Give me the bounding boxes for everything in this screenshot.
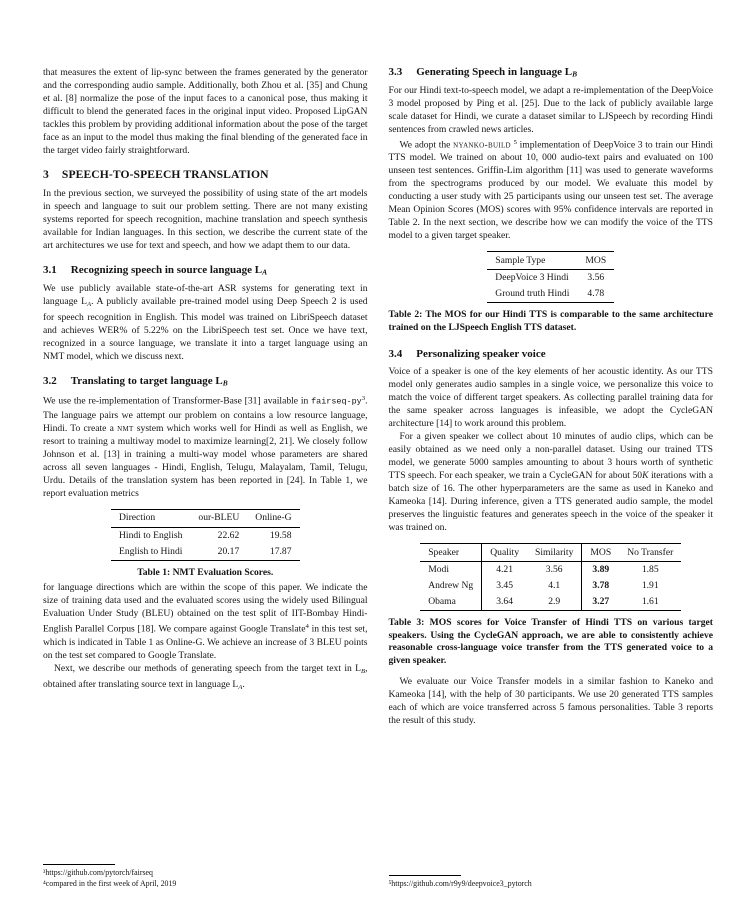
cell-quality: 4.21	[482, 562, 527, 579]
column-header: Quality	[482, 544, 527, 562]
table-row	[111, 544, 300, 561]
text-run: In the previous section, we surveyed the possibility of using state of the art models in speech and language to suit our problem setting. There are not many existing systems reported for speech recognition, machine translation and speech synthesis available for Indian languages. In this section, we describe the current state of the art architectures we use for text and speech, and how we adapt them to our data.	[43, 188, 368, 251]
text-run: .	[242, 678, 245, 690]
text-run: We evaluate our Voice Transfer models in a similar fashion to Kaneko and Kameoka [14], with the help of 30 participants. We use 20 generated TTS samples each of which are voice transferred across 5 famous personalities. Table 3 reports the result of this study.	[388, 675, 713, 726]
cell-speaker: Obama	[428, 596, 456, 608]
cell-mos: 3.78	[582, 578, 619, 594]
text-run: For our Hindi text-to-speech model, we adapt a re-implementation of the DeepVoice 3 model proposed by Ping et al. [25]. Due to the lack of publicly available large scale dataset for Hindi, we curate a dataset similar to LJSpeech by recording Hindi sentences from crawled news articles.	[388, 84, 713, 135]
column-header: our-BLEU	[190, 509, 247, 527]
subscript: B	[572, 69, 578, 79]
text-run: implementation of DeepVoice 3 to train our Hindi TTS model. We trained on about 10, 000 audio-text pairs and evaluated on 100 unseen test sentences. Griffin-Lim algorithm [11] was used to generate waveforms from the spectrograms produced by our model. We evaluate this model by conducting a user study with 25 participants using our unseen test set. The average Mean Opinion Scores (MOS) scores with 95% confidence intervals are reported in Table 2. In the next section, we describe how we can modify the voice of the TTS model to a given target speaker.	[388, 139, 713, 241]
footnote-3: ³https://github.com/pytorch/fairseq	[43, 868, 153, 878]
cell-no-transfer: 1.85	[641, 564, 659, 576]
paragraph-tts-intro	[389, 84, 714, 136]
cell-mos: 3.27	[582, 594, 619, 611]
column-header: MOS	[582, 544, 619, 562]
text-run: , obtained after translating source text in language L	[43, 662, 368, 690]
text-run: fairseq-py	[311, 396, 362, 407]
text-run: . A publicly available pre-trained model using Deep Speech 2 is used for speech recognition in English. This model was trained on LibriSpeech dataset and achieves WER% of 5.22% on the LibriSpeech test set. Once we have text, recognized in a source language, we translate it into a target language using an NMT model, which we discuss next.	[43, 295, 368, 362]
text-run: We use the re-implementation of Transformer-Base [31] available in	[43, 395, 312, 407]
table-row	[111, 509, 300, 527]
text-run: iterations with a batch size of 16. The other hyperparameters are the same as used in Kaneko and Kameoka [14]. During inference, given a TTS generated audio sample, the model preserves the linguistic features and generates speech in the voice of the speaker it was trained on.	[388, 470, 713, 534]
text-run: nyanko-build	[453, 139, 511, 150]
cell-our-bleu: 20.17	[217, 545, 240, 557]
cell-our-bleu: 22.62	[217, 529, 240, 541]
text-run: We use publicly available state-of-the-art ASR systems for generating text in language L	[43, 282, 368, 307]
cell-similarity: 4.1	[548, 580, 561, 592]
footnote-4: ⁴compared in the first week of April, 2019	[43, 879, 177, 889]
text-run: Next, we describe our methods of generating speech from the target text in L	[54, 662, 361, 674]
table-row	[420, 544, 681, 562]
cell-no-transfer: 1.91	[641, 580, 659, 592]
text-run: We adopt the	[399, 139, 454, 150]
cell-similarity: 2.9	[548, 596, 561, 608]
subsection-title: Recognizing speech in source language L	[70, 264, 263, 276]
paragraph-bleu-results	[43, 581, 368, 662]
footnote-rule	[43, 864, 115, 865]
cell-direction: English to Hindi	[118, 545, 183, 557]
column-header: No Transfer	[619, 544, 681, 562]
paragraph-next	[43, 662, 368, 694]
table-row	[487, 270, 614, 287]
table-2-caption: Table 2: The MOS for our Hindi TTS is comparable to the same architecture trained on the LJSpeech English TTS dataset.	[388, 309, 713, 333]
paragraph-section3-intro	[43, 187, 368, 252]
section-number: 3	[43, 168, 49, 181]
cell-sample-type: Ground truth Hindi	[495, 288, 570, 299]
cell-similarity: 3.56	[545, 564, 563, 576]
paragraph-tts-training	[389, 136, 714, 243]
subsection-title: Personalizing speaker voice	[416, 348, 546, 361]
table-row	[487, 252, 614, 270]
subsection-heading-3-1	[43, 264, 368, 277]
table-2-header	[487, 252, 614, 270]
table-3	[420, 543, 681, 611]
cell-no-transfer: 1.61	[641, 596, 659, 608]
cell-speaker: Andrew Ng	[428, 580, 474, 592]
text-run: A	[87, 300, 92, 308]
subsection-title: Generating Speech in language L	[416, 66, 573, 78]
subsection-heading-3-2	[43, 375, 368, 388]
section-heading-3	[43, 168, 368, 181]
subsection-heading-3-4	[389, 348, 714, 360]
table-3-header	[420, 544, 681, 562]
table-1	[111, 509, 300, 561]
text-run: system which works well for Hindi as well as English, we resort to training a multiway model to maximize learning[2, 21]. We closely follow Johnson et al. [13] in training a multi-way model whose parameters are shared across all seven languages - Hindi, English, Telugu, Malayalam, Tamil, Telugu, Urdu. Details of the translation system has been reported in [24]. In Table 1, we report evaluation metrics	[43, 422, 368, 499]
table-1-header	[111, 509, 300, 527]
cell-direction: Hindi to English	[118, 529, 183, 541]
cell-mos: 3.56	[587, 272, 605, 283]
paragraph-lipgan	[43, 66, 368, 157]
table-3-caption: Table 3: MOS scores for Voice Transfer of Hindi TTS on various target speakers. Using the CycleGAN approach, we are able to consistently achieve reasonable cross-language voice transfer from the TTS generated voice to a given speaker.	[388, 617, 713, 666]
subsection-number: 3.3	[388, 66, 403, 78]
table-row	[420, 562, 681, 579]
column-header: Sample Type	[487, 252, 577, 270]
section-title: SPEECH-TO-SPEECH TRANSLATION	[61, 168, 269, 181]
paragraph-voice-transfer-eval	[389, 675, 714, 727]
subsection-title: Translating to target language L	[70, 374, 223, 387]
footnotes-right	[389, 875, 714, 890]
cell-online-g: 17.87	[269, 545, 292, 557]
subsection-number: 3.2	[43, 374, 57, 387]
cell-sample-type: DeepVoice 3 Hindi	[495, 272, 569, 283]
cell-online-g: 19.58	[269, 529, 292, 541]
footnotes-left	[43, 864, 368, 890]
table-row	[487, 286, 614, 303]
text-run: for language directions which are within the scope of this paper. We indicate the size of training data used and the evaluated scores using the widely used Bilingual Evaluation Under Study (BLEU) obtained on the test split of IIT-Bombay Hindi-English Parallel Corpus [18]. We compare against Google Translate	[43, 582, 368, 635]
column-header: Online-G	[247, 509, 299, 527]
text-run: B	[360, 667, 366, 675]
footnote-5: ⁵https://github.com/r9y9/deepvoice3_pytorch	[388, 879, 532, 889]
table-2	[487, 251, 614, 303]
cell-quality: 3.64	[482, 594, 527, 611]
text-run: 4	[305, 623, 309, 631]
footnote-rule	[389, 875, 461, 876]
cell-quality: 3.45	[482, 578, 527, 594]
paragraph-cyclegan-training	[389, 430, 714, 534]
table-row	[420, 594, 681, 611]
column-header: Similarity	[527, 544, 582, 562]
table-row	[420, 578, 681, 594]
text-run: nmt	[117, 422, 134, 434]
paragraph-asr	[43, 282, 368, 363]
text-run: that measures the extent of lip-sync between the frames generated by the generator and the corresponding audio sample. Additionally, both Zhou et al. [35] and Chung et al. [8] normalize the pose of the input faces to a canonical pose, thus making it difficult to blend the generated faces in the original input video. Proposed LipGAN tackles this problem by providing additional information about the pose of the target face as an input to the model thus making the final blending of the generated face in the target video fairly straightforward.	[43, 67, 368, 156]
text-run: in this test set, which is indicated in Table 1 as Online-G. We achieve an increase of 3 BLEU points on the test set compared to Google Translate.	[43, 623, 368, 661]
text-run: A	[238, 683, 243, 691]
paragraph-voice-identity	[389, 365, 714, 430]
subscript: B	[222, 378, 228, 387]
right-column	[389, 66, 714, 890]
paragraph-nmt	[43, 392, 368, 500]
text-run: 3	[361, 395, 366, 402]
column-header: MOS	[577, 252, 614, 270]
subsection-heading-3-3	[389, 66, 714, 79]
cell-speaker: Modi	[428, 564, 449, 576]
table-row	[111, 527, 300, 544]
cell-mos: 3.89	[582, 562, 619, 579]
table-1-caption: Table 1: NMT Evaluation Scores.	[137, 566, 274, 578]
column-header: Speaker	[420, 544, 482, 562]
subscript: A	[262, 267, 268, 277]
subsection-number: 3.4	[388, 348, 403, 361]
text-run: . The language pairs we attempt our problem on contains a low resource language, Hindi. To create a	[43, 395, 368, 434]
text-run: Voice of a speaker is one of the key elements of her acoustic identity. As our TTS model only generates audio samples in a single voice, we personalize this voice to match the voice of different target speakers. As collecting parallel training data for the same speaker across languages is infeasible, we adopt the CycleGAN architecture [14] to work around this problem.	[388, 366, 713, 430]
left-column	[43, 66, 368, 890]
column-header: Direction	[111, 509, 190, 527]
text-run: K	[642, 470, 649, 482]
cell-mos: 4.78	[587, 288, 605, 299]
text-run: 5	[513, 138, 517, 146]
text-run: For a given speaker we collect about 10 minutes of audio clips, which can be easily obtained as we need only a non-parallel dataset. Using our trained TTS model, we generate 5000 samples amounting to about 3 hours worth of synthetic TTS speech. For each speaker, we train a CycleGAN for about 50	[388, 431, 713, 482]
subsection-number: 3.1	[43, 264, 57, 276]
